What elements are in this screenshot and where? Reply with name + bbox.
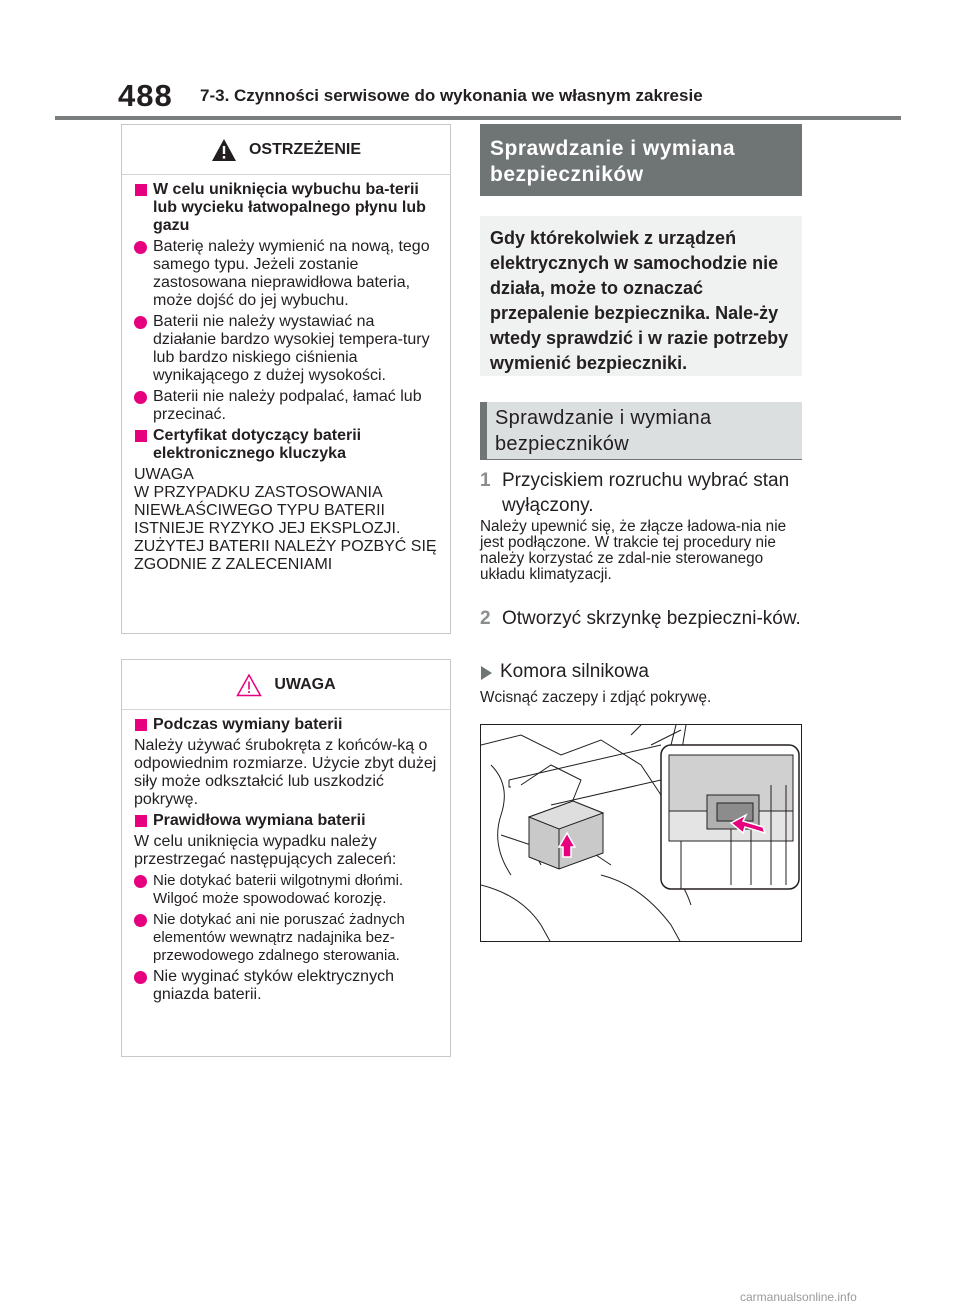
caution-item: Należy używać śrubokręta z końców-ką o odpowiednim rozmiarze. Użycie zbyt dużej siły może odkształcić lub uszkodzić pokrywę. — [134, 737, 437, 808]
fuse-box-illustration — [480, 724, 802, 942]
warning-item: Baterii nie należy wystawiać na działanie bardzo wysokiej tempera-tury lub bardzo niskiego ciśnienia wynikającego z dużej wysokości. — [134, 313, 442, 385]
step-number: 1 — [480, 470, 491, 491]
warning-item: Baterii nie należy podpalać, łamać lub przecinać. — [134, 388, 442, 424]
step-1 — [480, 468, 802, 518]
step-text: Przyciskiem rozruchu wybrać stan wyłączony. — [502, 470, 790, 516]
step-1-note: Należy upewnić się, że złącze ładowa-nia nie jest podłączone. W trakcie tej procedury nie należy korzystać ze zdal-nie sterowanego układu klimatyzacji. — [480, 518, 787, 583]
warning-box — [121, 124, 451, 634]
caution-box-body — [122, 710, 450, 1004]
caution-item: Nie dotykać baterii wilgotnymi dłońmi. Wilgoć może spowodować korozję. — [134, 872, 442, 908]
caution-box — [121, 659, 451, 1057]
warning-item: UWAGA — [134, 466, 194, 483]
step-2 — [480, 606, 802, 631]
step-number: 2 — [480, 608, 491, 629]
triangle-bullet-icon — [481, 666, 492, 680]
intro-text: Gdy którekolwiek z urządzeń elektrycznych w samochodzie nie działa, może to oznaczać przepalenie bezpiecznika. Nale-ży wtedy sprawdzić i w razie potrzeby wymienić bezpieczniki. — [480, 216, 802, 376]
chapter-title: 7-3. Czynności serwisowe do wykonania we własnym zakresie — [200, 86, 703, 105]
caution-item: Prawidłowa wymiana baterii — [134, 812, 442, 830]
step-text: Otworzyć skrzynkę bezpieczni-ków. — [502, 608, 801, 629]
warning-label: OSTRZEŻENIE — [248, 140, 361, 158]
caution-triangle-icon — [236, 673, 262, 697]
watermark: carmanualsonline.info — [740, 1290, 857, 1304]
engine-compartment-item — [480, 660, 802, 684]
item-note: Wcisnąć zaczepy i zdjąć pokrywę. — [480, 689, 712, 706]
warning-box-header — [122, 125, 450, 175]
warning-item: Baterię należy wymienić na nową, tego samego typu. Jeżeli zostanie zastosowana nieprawidłowa bateria, może dojść do jej wybuchu. — [134, 238, 442, 310]
warning-triangle-icon — [211, 138, 237, 162]
item-label: Komora silnikowa — [500, 661, 649, 682]
page-number: 488 — [118, 78, 173, 113]
subsection-title: Sprawdzanie i wymiana bezpieczników — [480, 402, 802, 460]
warning-box-body — [122, 175, 450, 574]
warning-item: W celu uniknięcia wybuchu ba-terii lub wycieku łatwopalnego płynu lub gazu — [134, 181, 442, 235]
caution-box-header — [122, 660, 450, 710]
header-rule — [55, 116, 901, 120]
caution-item: Nie dotykać ani nie poruszać żadnych elementów wewnątrz nadajnika bez-przewodowego zdalnego sterowania. — [134, 911, 442, 965]
caution-label: UWAGA — [274, 675, 336, 693]
caution-item: Podczas wymiany baterii — [134, 716, 442, 734]
warning-item: Certyfikat dotyczący baterii elektronicznego kluczyka — [134, 427, 442, 463]
section-title: Sprawdzanie i wymiana bezpieczników — [480, 124, 802, 196]
caution-item: Nie wyginać styków elektrycznych gniazda baterii. — [134, 968, 442, 1004]
warning-item: W PRZYPADKU ZASTOSOWANIA NIEWŁAŚCIWEGO TYPU BATERII ISTNIEJE RYZYKO JEJ EKSPLOZJI. ZUŻYTEJ BATERII NALEŻY POZBYĆ SIĘ ZGODNIE Z ZALECENIAMI — [134, 484, 437, 573]
engine-compartment-drawing — [481, 725, 802, 942]
caution-item: W celu uniknięcia wypadku należy przestrzegać następujących zaleceń: — [134, 833, 397, 868]
